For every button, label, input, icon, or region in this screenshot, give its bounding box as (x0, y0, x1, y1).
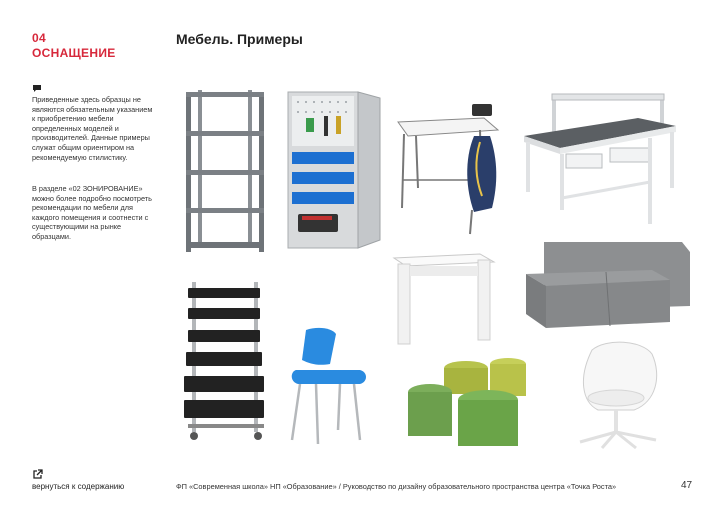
section-title: ОСНАЩЕНИЕ (32, 46, 116, 60)
white-desk-image (392, 250, 496, 346)
white-swivel-chair-image (572, 340, 662, 452)
green-pouf-set-image (404, 352, 530, 454)
sidebar-paragraph-zoning: В разделе «02 ЗОНИРОВАНИЕ» можно более подробно посмотреть рекомендации по мебели для каждого помещения и соотнести с существующими на рынке образцами. (32, 184, 152, 241)
section-number: 04 (32, 31, 46, 45)
sidebar-paragraph-intro: Приведенные здесь образцы не являются обязательным указанием к приобретению мебели определенных моделей и производителей. Данные примеры служат общим ориентиром на рекомендуемую стилистику. (32, 95, 153, 162)
lab-table-image (520, 92, 680, 232)
student-desk-chair-image (394, 100, 504, 240)
back-to-contents-link[interactable]: вернуться к содержанию (32, 482, 125, 491)
blue-chair-image (288, 326, 376, 448)
tool-cabinet-image (284, 90, 384, 252)
footer-credit: ФП «Современная школа» НП «Образование» / Руководство по дизайну образовательного пространства центра «Точка Роста» (176, 482, 617, 491)
comment-icon (32, 84, 42, 93)
page-number: 47 (681, 480, 693, 491)
external-link-icon[interactable] (32, 469, 43, 480)
page-title: Мебель. Примеры (176, 31, 303, 47)
bin-rack-image (180, 280, 270, 444)
metal-shelving-image (180, 88, 270, 256)
gray-sofa-image (522, 240, 692, 332)
